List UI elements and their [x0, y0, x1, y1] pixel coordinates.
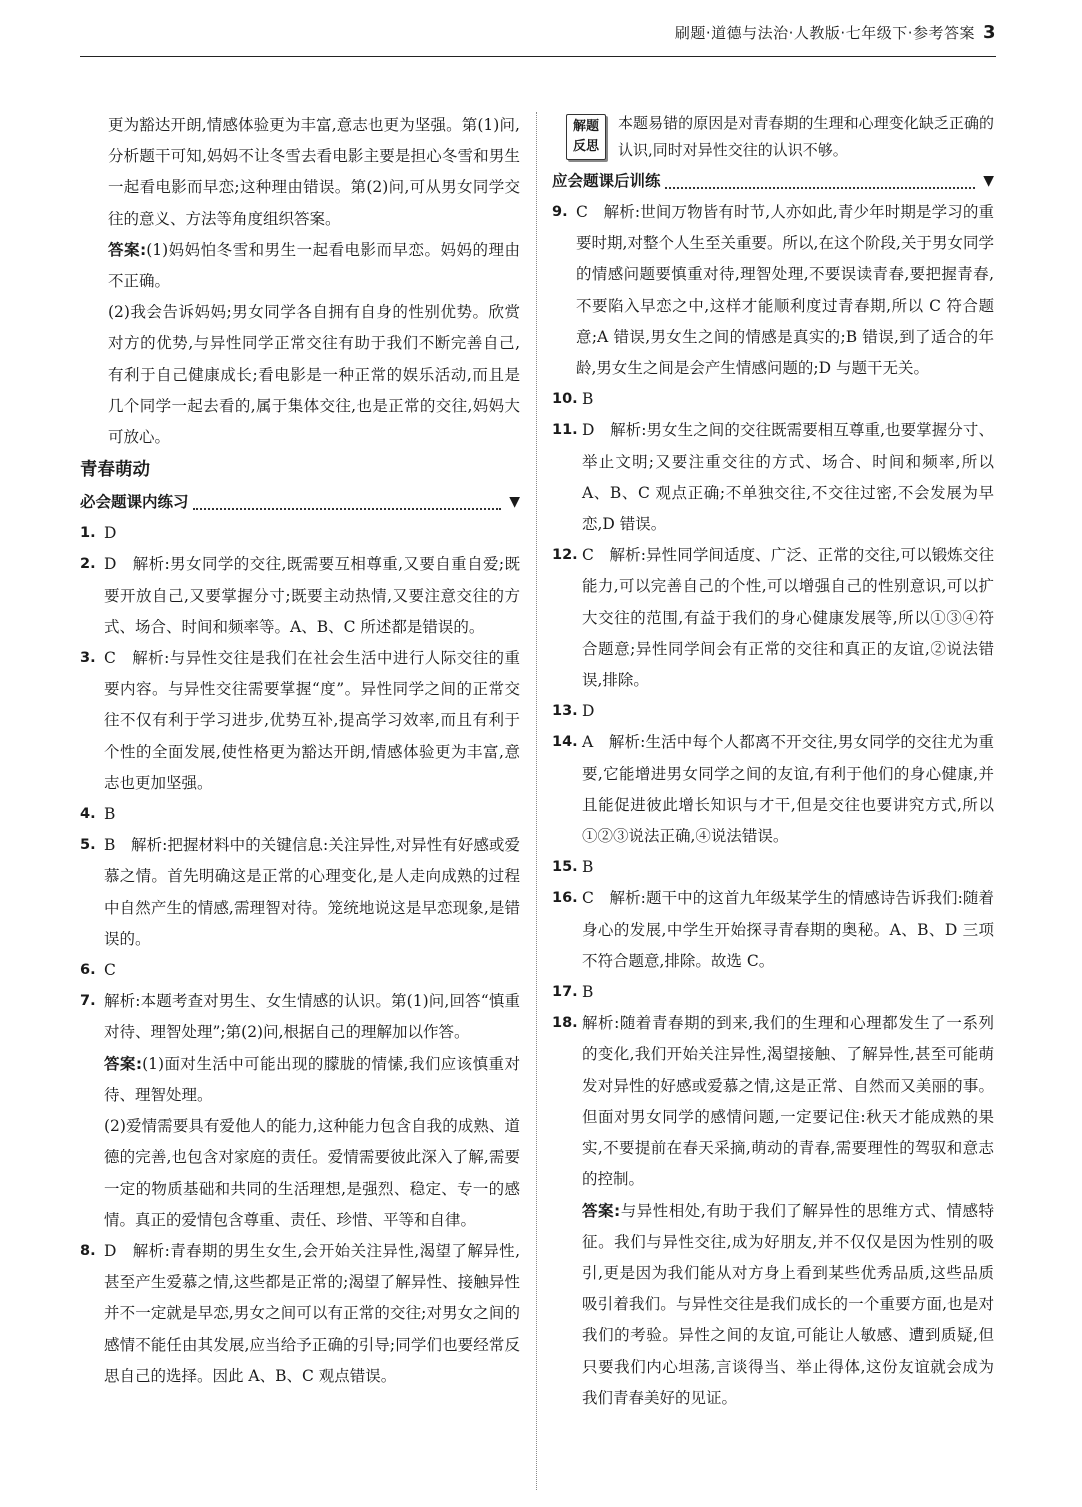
section-band-in-class	[80, 487, 520, 518]
answer-item-1: 1. D	[80, 524, 117, 543]
continued-answer-1: 答案:(1)妈妈怕冬雪和男生一起看电影而早恋。妈妈的理由不正确。	[108, 240, 520, 291]
answer-label: 答案:	[108, 240, 147, 259]
answer-item-11: 11. D 解析:男女生之间的交往既需要相互尊重,也要掌握分寸、举止文明;又要注重交往的方式、场合、时间和频率,所以 A、B、C 观点正确;不单独交往,不交往过密,不会发展为早恋,D 错误。	[552, 421, 994, 534]
answer-item-17: 17. B	[552, 983, 594, 1002]
triangle-down-icon: ▼	[509, 494, 520, 511]
continued-answer-2: (2)我会告诉妈妈;男女同学各自拥有自身的性别优势。欣赏对方的优势,与异性同学正常交往有助于我们不断完善自己,有利于自己健康成长;看电影是一种正常的娱乐活动,而且是几个同学一起去看的,属于集体交往,也是正常的交往,妈妈大可放心。	[108, 303, 520, 447]
dotted-leader	[665, 175, 976, 189]
column-divider	[536, 112, 537, 1490]
answer-item-9: 9. C 解析:世间万物皆有时节,人亦如此,青少年时期是学习的重要时期,对整个人生至关重要。所以,在这个阶段,关于男女同学的情感问题要慎重对待,理智处理,不要误读青春,要把握青春,不要陷入早恋之中,这样才能顺利度过青春期,所以 C 符合题意;A 错误,男女生之间的情感是真实的;B 错误,到了适合的年龄,男女生之间是会产生情感问题的;D 与题干无关。	[552, 203, 994, 378]
section-band-after-class	[552, 166, 994, 197]
band-label: 应会题课后训练	[552, 172, 661, 190]
answer-item-16: 16. C 解析:题干中的这首九年级某学生的情感诗告诉我们:随着身心的发展,中学生开始探寻青春期的奥秘。A、B、D 三项不符合题意,排除。故选 C。	[552, 889, 994, 970]
answer-label: 答案:	[104, 1054, 143, 1073]
answer-item-3: 3. C 解析:与异性交往是我们在社会生活中进行人际交往的重要内容。与异性交往需要掌握“度”。异性同学之间的正常交往不仅有利于学习进步,优势互补,提高学习效率,而且有利于个性的全面发展,使性格更为豁达开朗,情感体验更为丰富,意志也更加坚强。	[80, 649, 520, 792]
answer-item-15: 15. B	[552, 858, 594, 877]
answer-item-14: 14. A 解析:生活中每个人都离不开交往,男女同学的交往尤为重要,它能增进男女同学之间的友谊,有利于他们的身心健康,并且能促进彼此增长知识与才干,但是交往也要讲究方式,所以①②③说法正确,④说法错误。	[552, 733, 994, 846]
header-title: 刷题·道德与法治·人教版·七年级下·参考答案	[674, 23, 975, 42]
answer-item-7: 7. 解析:本题考查对男生、女生情感的认识。第(1)问,回答“慎重对待、理智处理”;第(2)问,根据自己的理解加以作答。 答案:(1)面对生活中可能出现的朦胧的情愫,我们应该慎重对待、理智处理。 (2)爱情需要具有爱他人的能力,这种能力包含自我的成熟、道德的完善,也包含对家庭的责任。爱情需要彼此深入了解,需要一定的物质基础和共同的生活理想,是强烈、稳定、专一的感情。真正的爱情包含尊重、责任、珍惜、平等和自律。	[80, 992, 520, 1229]
dotted-leader	[193, 496, 502, 510]
reflection-badge: 解题反思	[566, 114, 606, 160]
answer-item-13: 13. D	[552, 702, 595, 721]
page-header	[80, 8, 996, 57]
answer-item-6: 6. C	[80, 961, 116, 980]
page-number: 3	[982, 21, 996, 43]
continued-analysis: 更为豁达开朗,情感体验更为丰富,意志也更为坚强。第(1)问,分析题干可知,妈妈不让冬雪去看电影主要是担心冬雪和男生一起看电影而早恋;这种理由错误。第(2)问,可从男女同学交往的意义、方法等角度组织答案。	[108, 116, 520, 228]
answer-item-4: 4. B	[80, 805, 116, 824]
answer-item-2: 2. D 解析:男女同学的交往,既需要互相尊重,又要自重自爱;既要开放自己,又要掌握分寸;既要主动热情,又要注意交往的方式、场合、时间和频率等。A、B、C 所述都是错误的。	[80, 555, 520, 636]
reflection-text: 本题易错的原因是对青春期的生理和心理变化缺乏正确的认识,同时对异性交往的认识不够。	[618, 114, 994, 159]
right-column	[552, 110, 994, 1414]
answer-item-10: 10. B	[552, 390, 594, 409]
answer-item-5: 5. B 解析:把握材料中的关键信息:关注异性,对异性有好感或爱慕之情。首先明确这是正常的心理变化,是人走向成熟的过程中自然产生的情感,需理智对待。笼统地说这是早恋现象,是错误的。	[80, 836, 520, 948]
answer-item-8: 8. D 解析:青春期的男生女生,会开始关注异性,渴望了解异性,甚至产生爱慕之情,这些都是正常的;渴望了解异性、接触异性并不一定就是早恋,男女之间可以有正常的交往;对男女之间的感情不能任由其发展,应当给予正确的引导;同学们也要经常反思自己的选择。因此 A、B、C 观点错误。	[80, 1241, 520, 1385]
answer-label: 答案:	[582, 1201, 621, 1220]
triangle-down-icon: ▼	[983, 173, 994, 189]
band-label: 必会题课内练习	[80, 493, 189, 512]
reflection-note	[552, 110, 994, 164]
answer-item-12: 12. C 解析:异性同学间适度、广泛、正常的交往,可以锻炼交往能力,可以完善自己的个性,可以增强自己的性别意识,可以扩大交往的范围,有益于我们的身心健康发展等,所以①③④符合题意;异性同学间会有正常的交往和真正的友谊,②说法错误,排除。	[552, 546, 994, 690]
answer-item-18: 18. 解析:随着青春期的到来,我们的生理和心理都发生了一系列的变化,我们开始关注异性,渴望接触、了解异性,甚至可能萌发对异性的好感或爱慕之情,这是正常、自然而又美丽的事。但面对男女同学的感情问题,一定要记住:秋天才能成熟的果实,不要提前在春天采摘,萌动的青春,需要理性的驾驭和意志的控制。 答案:与异性相处,有助于我们了解异性的思维方式、情感特征。我们与异性交往,成为好朋友,并不仅仅是因为性别的吸引,更是因为我们能从对方身上看到某些优秀品质,这些品质吸引着我们。与异性交往是我们成长的一个重要方面,也是对我们的考验。异性之间的友谊,可能让人敏感、遭到质疑,但只要我们内心坦荡,言谈得当、举止得体,这份友谊就会成为我们青春美好的见证。	[552, 1014, 994, 1407]
left-column	[80, 110, 520, 1392]
section-title: 青春萌动	[80, 460, 150, 481]
